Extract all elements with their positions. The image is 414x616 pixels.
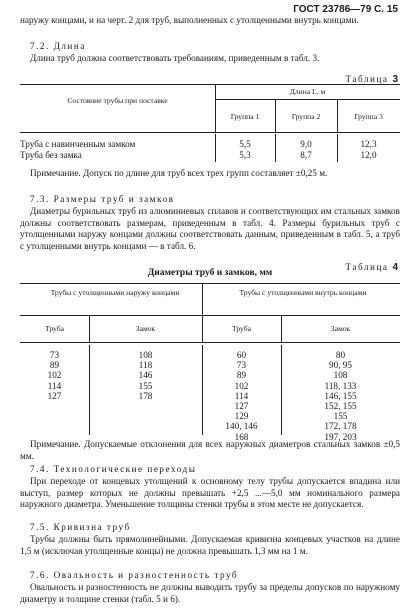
table-3-caption: Таблица 3	[345, 74, 398, 85]
table-3-note: Примечание. Допуск по длине для труб всех трех групп составляет ±0,25 м.	[30, 168, 328, 178]
table-4-cell-pipe: 73	[49, 350, 60, 360]
table-4-cell-pipe: 89	[236, 370, 247, 381]
table-4-group-inward: Трубы с утолщенными внутрь концами	[239, 288, 367, 297]
table-4-cell-pipe: 114	[47, 380, 62, 391]
section-7-4-text: При переходе от концевых утолщений к основному телу трубы допускается впадина или выступ, размер которых не должны превышать +2,5 ...—5,0 мм номинального размера наружного диаметра. Уменьшение толщины стенки трубы в этом месте не допускается.	[20, 476, 400, 509]
table-3-divider	[337, 134, 338, 162]
table-4-cell-lock: 90, 95	[329, 360, 352, 371]
table-4-inward-pipe-column	[202, 350, 281, 442]
table-3-row-label: Труба без замка	[20, 150, 82, 160]
table-4-cell-lock: 172, 178	[324, 421, 357, 432]
table-4-outward-lock-column	[89, 350, 202, 401]
table-4-cell-lock: 155	[138, 380, 153, 391]
table-3-cell: 12,0	[360, 150, 377, 160]
table-4-cell-pipe: 89	[49, 360, 60, 371]
table-3-group-1: Группа 1	[230, 112, 260, 121]
table-4-cell-lock: 146, 155	[324, 390, 357, 401]
table-3-cell: 12,3	[360, 139, 377, 149]
table-3-col-state: Состояние трубы при поставке	[67, 96, 168, 105]
table-4-cell-lock: 152, 155	[324, 400, 357, 411]
table-4-cell-pipe: 60	[236, 350, 247, 360]
table-3-group-2: Группа 2	[291, 112, 321, 121]
table-4-cell-lock: 80	[335, 350, 346, 360]
table-3-divider	[275, 134, 276, 162]
table-4-col-pipe-in: Труба	[232, 324, 251, 333]
table-4-cell-lock: 155	[333, 411, 348, 422]
section-7-2-text: Длина труб должна соответствовать требованиям, приведенным в табл. 3.	[30, 53, 320, 63]
section-7-6-heading: 7.6. Овальность и разностенность труб	[30, 570, 239, 580]
table-3-top-rule	[20, 84, 400, 85]
section-7-5-text: Трубы должны быть прямолинейными. Допускаемая кривизна концевых участков на длине 1,5 м (исключая утолщенные концы) не должна превышать 1,3 мм на 1 м.	[20, 534, 400, 556]
table-4-cell-lock: 108	[138, 350, 153, 360]
table-4-cell-lock: 146	[138, 370, 153, 381]
intro-paragraph: наружу концами, и на черт. 2 для труб, выполненных с утолщенными внутрь концами.	[20, 15, 359, 25]
page-header: ГОСТ 23786—79 С. 15	[293, 4, 398, 15]
table-4-head-rule	[20, 342, 400, 343]
table-3-group-3: Группа 3	[354, 112, 383, 121]
table-4-title: Диаметры труб и замков, мм	[147, 268, 273, 278]
table-4-cell-pipe: 129	[234, 411, 249, 422]
section-7-5-heading: 7.5. Кривизна труб	[30, 522, 131, 532]
table-4-cell-pipe: 127	[234, 400, 249, 411]
table-4-cell-pipe: 73	[236, 360, 247, 371]
table-4-cell-pipe: 102	[234, 380, 249, 391]
table-4-cell-pipe: 140, 146	[225, 421, 258, 432]
section-7-2-heading: 7.2. Длина	[30, 41, 86, 51]
section-7-6-text: Овальность и разностенность не должны выводить трубу за пределы допусков по наружному диаметру и толщине стенки (табл. 5 и 6).	[20, 582, 400, 604]
table-3-cell: 8,7	[300, 150, 312, 160]
table-4-col-lock-in: Замок	[330, 324, 351, 333]
table-4-cell-lock: 108	[333, 370, 348, 381]
table-3-subhead-rule	[215, 99, 400, 100]
table-4-cell-pipe: 102	[47, 370, 62, 381]
table-4-cell-lock: 118	[138, 360, 153, 371]
section-7-3-text: Диаметры бурильных труб из алюминиевых сплавов и соответствующих им стальных замков должны соответствовать размерам, приведенным в табл. 4. Размеры бурильных труб с утолщенными наружу концами должны соответствовать данным, приведенным в табл. 5, а труб с утолщенными внутрь концами — в табл. 6.	[20, 206, 400, 251]
table-4-subhead-rule	[20, 315, 400, 316]
table-4-group-outward: Трубы с утолщенными наружу концами	[50, 288, 180, 297]
table-4-outward-pipe-column	[20, 350, 89, 401]
table-4-top-rule	[20, 283, 400, 284]
table-4-cell-lock: 197, 203	[324, 431, 357, 442]
section-7-4-heading: 7.4. Технологические переходы	[30, 464, 197, 474]
table-3-cell: 9,0	[300, 139, 312, 149]
table-3-divider	[215, 134, 216, 162]
table-4-col-lock-out: Замок	[135, 324, 156, 333]
table-3-col-length: Длина L, м	[289, 87, 326, 96]
table-4-caption: Таблица 4	[345, 262, 398, 273]
table-4-inward-lock-column	[281, 350, 400, 442]
table-3-row-label: Труба с навинченным замком	[20, 139, 136, 149]
section-7-3-heading: 7.3. Размеры труб и замков	[30, 194, 175, 204]
table-4-col-pipe-out: Труба	[45, 324, 64, 333]
table-4-cell-pipe: 127	[47, 390, 62, 401]
table-4-cell-lock: 118, 133	[324, 380, 357, 391]
table-3-cell: 5,5	[239, 139, 251, 149]
table-3-head-rule	[20, 132, 400, 133]
table-3-cell: 5,3	[239, 150, 251, 160]
table-4-note: Примечание. Допускаемые отклонения для всех наружных диаметров стальных замков ±0,5 мм.	[20, 439, 400, 461]
table-4-cell-lock: 178	[138, 390, 153, 401]
table-4-cell-pipe: 114	[234, 390, 249, 401]
table-4-cell-pipe: 168	[234, 431, 249, 442]
